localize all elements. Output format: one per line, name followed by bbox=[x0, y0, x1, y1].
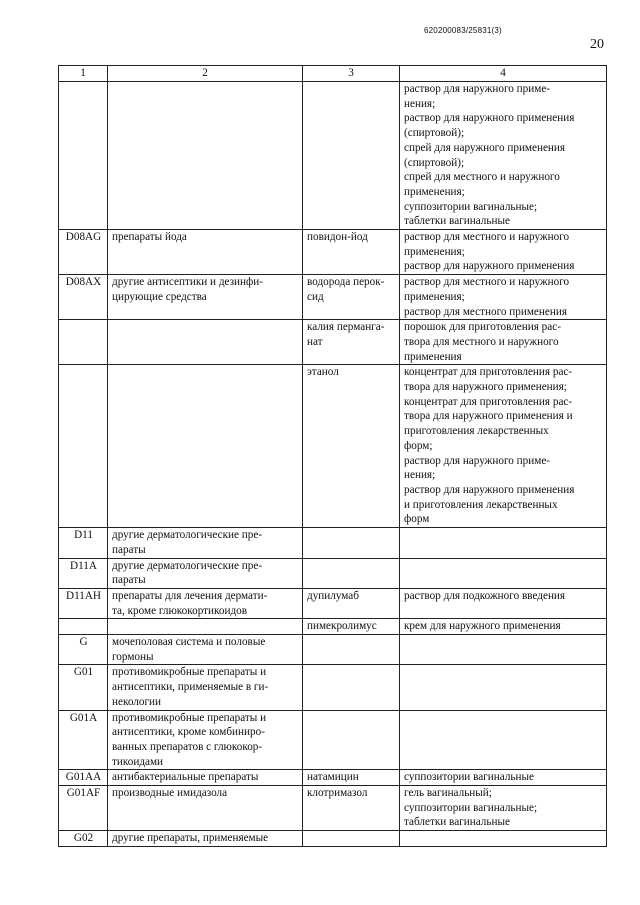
group-name-line: противомикробные препараты и bbox=[112, 711, 267, 724]
column-header-4: 4 bbox=[400, 66, 607, 82]
drug-name-line: калия перманга- bbox=[307, 321, 385, 334]
drug-name-line: пимекролимус bbox=[307, 620, 377, 633]
group-name-cell bbox=[108, 588, 303, 618]
dosage-form-line: нения; bbox=[404, 469, 436, 482]
drug-name-line: дупилумаб bbox=[307, 589, 359, 602]
table-row bbox=[59, 588, 607, 618]
group-name-line: другие антисептики и дезинфи- bbox=[112, 276, 263, 289]
dosage-form-line: спрей для наружного применения bbox=[404, 141, 566, 154]
drug-name-line: водорода перок- bbox=[307, 276, 385, 289]
drug-name-cell bbox=[303, 230, 400, 275]
atc-code-cell bbox=[59, 82, 108, 230]
dosage-form-line: суппозитории вагинальные; bbox=[404, 801, 538, 814]
dosage-form-line: раствор для наружного применения bbox=[404, 483, 575, 496]
drug-name-cell bbox=[303, 82, 400, 230]
dosage-form-line: раствор для подкожного введения bbox=[404, 589, 566, 602]
drug-name-cell bbox=[303, 365, 400, 528]
drug-name-cell bbox=[303, 558, 400, 588]
dosage-form-line: твора для наружного применения; bbox=[404, 381, 567, 394]
group-name-line: тикоидами bbox=[112, 755, 164, 768]
group-name-line: препараты для лечения дермати- bbox=[112, 589, 268, 602]
dosage-forms-cell bbox=[400, 82, 607, 230]
group-name-cell bbox=[108, 320, 303, 365]
table-row bbox=[59, 710, 607, 770]
table-row bbox=[59, 82, 607, 230]
group-name-cell bbox=[108, 635, 303, 665]
group-name-cell bbox=[108, 665, 303, 710]
table-row bbox=[59, 558, 607, 588]
dosage-form-line: раствор для наружного применения bbox=[404, 260, 575, 273]
table-row bbox=[59, 528, 607, 558]
group-name-cell bbox=[108, 786, 303, 831]
dosage-form-line: применения; bbox=[404, 245, 465, 258]
table-row bbox=[59, 665, 607, 710]
group-name-cell bbox=[108, 275, 303, 320]
drug-name-cell bbox=[303, 710, 400, 770]
drug-name-line: натамицин bbox=[307, 771, 359, 784]
group-name-cell bbox=[108, 619, 303, 635]
table-row bbox=[59, 635, 607, 665]
group-name-cell bbox=[108, 710, 303, 770]
drug-name-cell bbox=[303, 619, 400, 635]
atc-code-cell bbox=[59, 320, 108, 365]
atc-code-cell bbox=[59, 365, 108, 528]
dosage-form-line: применения; bbox=[404, 185, 465, 198]
drug-name-cell bbox=[303, 320, 400, 365]
column-header-1: 1 bbox=[59, 66, 108, 82]
drug-name-line: клотримазол bbox=[307, 787, 368, 800]
group-name-cell bbox=[108, 558, 303, 588]
atc-code-cell: D08AG bbox=[59, 230, 108, 275]
dosage-form-line: раствор для местного и наружного bbox=[404, 276, 570, 289]
dosage-forms-cell bbox=[400, 365, 607, 528]
dosage-form-line: форм; bbox=[404, 439, 433, 452]
table-row bbox=[59, 365, 607, 528]
drug-name-line: повидон-йод bbox=[307, 231, 368, 244]
dosage-forms-cell bbox=[400, 786, 607, 831]
group-name-line: препараты йода bbox=[112, 231, 187, 244]
atc-code-cell: G01AA bbox=[59, 770, 108, 786]
atc-code-cell: D11 bbox=[59, 528, 108, 558]
dosage-form-line: нения; bbox=[404, 97, 436, 110]
group-name-line: мочеполовая система и половые bbox=[112, 636, 266, 649]
dosage-form-line: раствор для местного и наружного bbox=[404, 231, 570, 244]
table-row bbox=[59, 320, 607, 365]
dosage-form-line: суппозитории вагинальные bbox=[404, 771, 534, 784]
drug-name-cell bbox=[303, 786, 400, 831]
dosage-form-line: раствор для наружного приме- bbox=[404, 83, 551, 95]
drug-name-cell bbox=[303, 831, 400, 847]
dosage-form-line: раствор для наружного приме- bbox=[404, 454, 551, 467]
group-name-line: другие дерматологические пре- bbox=[112, 559, 263, 572]
drug-name-cell bbox=[303, 770, 400, 786]
drug-name-cell bbox=[303, 588, 400, 618]
group-name-line: некологии bbox=[112, 695, 162, 708]
group-name-line: антисептики, применяемые в ги- bbox=[112, 681, 269, 694]
dosage-form-line: раствор для местного применения bbox=[404, 305, 567, 318]
group-name-line: противомикробные препараты и bbox=[112, 666, 267, 679]
table-header-row bbox=[59, 66, 607, 82]
dosage-forms-cell bbox=[400, 665, 607, 710]
table-row bbox=[59, 619, 607, 635]
dosage-forms-cell bbox=[400, 710, 607, 770]
group-name-line: та, кроме глюкокортикоидов bbox=[112, 604, 248, 617]
dosage-form-line: (спиртовой); bbox=[404, 156, 465, 169]
table-body bbox=[59, 82, 607, 847]
atc-code-cell: G01AF bbox=[59, 786, 108, 831]
group-name-line: антисептики, кроме комбиниро- bbox=[112, 726, 265, 739]
group-name-cell bbox=[108, 528, 303, 558]
dosage-form-line: таблетки вагинальные bbox=[404, 816, 510, 829]
dosage-forms-cell bbox=[400, 619, 607, 635]
table-row bbox=[59, 770, 607, 786]
group-name-line: другие дерматологические пре- bbox=[112, 529, 263, 542]
atc-code-cell: D11AH bbox=[59, 588, 108, 618]
dosage-forms-cell bbox=[400, 230, 607, 275]
dosage-form-line: таблетки вагинальные bbox=[404, 215, 510, 228]
group-name-cell bbox=[108, 365, 303, 528]
dosage-form-line: и приготовления лекарственных bbox=[404, 498, 558, 511]
drug-name-cell bbox=[303, 275, 400, 320]
dosage-form-line: концентрат для приготовления рас- bbox=[404, 366, 573, 379]
dosage-forms-cell bbox=[400, 831, 607, 847]
dosage-forms-cell bbox=[400, 635, 607, 665]
group-name-line: параты bbox=[112, 543, 146, 556]
dosage-form-line: спрей для местного и наружного bbox=[404, 171, 560, 184]
dosage-forms-cell bbox=[400, 588, 607, 618]
dosage-form-line: раствор для наружного применения bbox=[404, 112, 575, 125]
group-name-line: цирующие средства bbox=[112, 290, 207, 303]
group-name-line: другие препараты, применяемые bbox=[112, 832, 269, 845]
column-header-3: 3 bbox=[303, 66, 400, 82]
atc-code-cell: G01 bbox=[59, 665, 108, 710]
dosage-forms-cell bbox=[400, 320, 607, 365]
group-name-line: антибактериальные препараты bbox=[112, 771, 259, 784]
atc-code-cell bbox=[59, 619, 108, 635]
dosage-form-line: применения bbox=[404, 350, 462, 363]
table-row bbox=[59, 831, 607, 847]
dosage-form-line: (спиртовой); bbox=[404, 127, 465, 140]
dosage-form-line: твора для местного и наружного bbox=[404, 335, 559, 348]
document-code: 620200083/25831(3) bbox=[424, 26, 502, 35]
dosage-form-line: концентрат для приготовления рас- bbox=[404, 395, 573, 408]
dosage-forms-cell bbox=[400, 770, 607, 786]
dosage-forms-cell bbox=[400, 275, 607, 320]
atc-code-cell: G02 bbox=[59, 831, 108, 847]
group-name-cell bbox=[108, 831, 303, 847]
group-name-cell bbox=[108, 82, 303, 230]
dosage-form-line: порошок для приготовления рас- bbox=[404, 321, 561, 334]
column-header-2: 2 bbox=[108, 66, 303, 82]
group-name-cell bbox=[108, 770, 303, 786]
dosage-form-line: применения; bbox=[404, 290, 465, 303]
dosage-form-line: твора для наружного применения и bbox=[404, 410, 573, 423]
table-row bbox=[59, 275, 607, 320]
dosage-form-line: приготовления лекарственных bbox=[404, 425, 549, 438]
drug-table bbox=[58, 65, 607, 847]
dosage-form-line: крем для наружного применения bbox=[404, 620, 561, 633]
drug-name-line: нат bbox=[307, 335, 323, 348]
dosage-form-line: гель вагинальный; bbox=[404, 787, 492, 800]
atc-code-cell: G bbox=[59, 635, 108, 665]
group-name-cell bbox=[108, 230, 303, 275]
group-name-line: параты bbox=[112, 574, 146, 587]
drug-name-line: этанол bbox=[307, 366, 339, 379]
atc-code-cell: G01A bbox=[59, 710, 108, 770]
drug-name-cell bbox=[303, 635, 400, 665]
dosage-forms-cell bbox=[400, 558, 607, 588]
drug-name-line: сид bbox=[307, 290, 324, 303]
drug-name-cell bbox=[303, 665, 400, 710]
table-row bbox=[59, 786, 607, 831]
table-row bbox=[59, 230, 607, 275]
dosage-forms-cell bbox=[400, 528, 607, 558]
dosage-form-line: форм bbox=[404, 513, 430, 526]
group-name-line: производные имидазола bbox=[112, 787, 228, 800]
group-name-line: гормоны bbox=[112, 650, 154, 663]
atc-code-cell: D11A bbox=[59, 558, 108, 588]
group-name-line: ванных препаратов с глюкокор- bbox=[112, 740, 263, 753]
atc-code-cell: D08AX bbox=[59, 275, 108, 320]
page-number: 20 bbox=[590, 37, 604, 52]
dosage-form-line: суппозитории вагинальные; bbox=[404, 200, 538, 213]
drug-name-cell bbox=[303, 528, 400, 558]
